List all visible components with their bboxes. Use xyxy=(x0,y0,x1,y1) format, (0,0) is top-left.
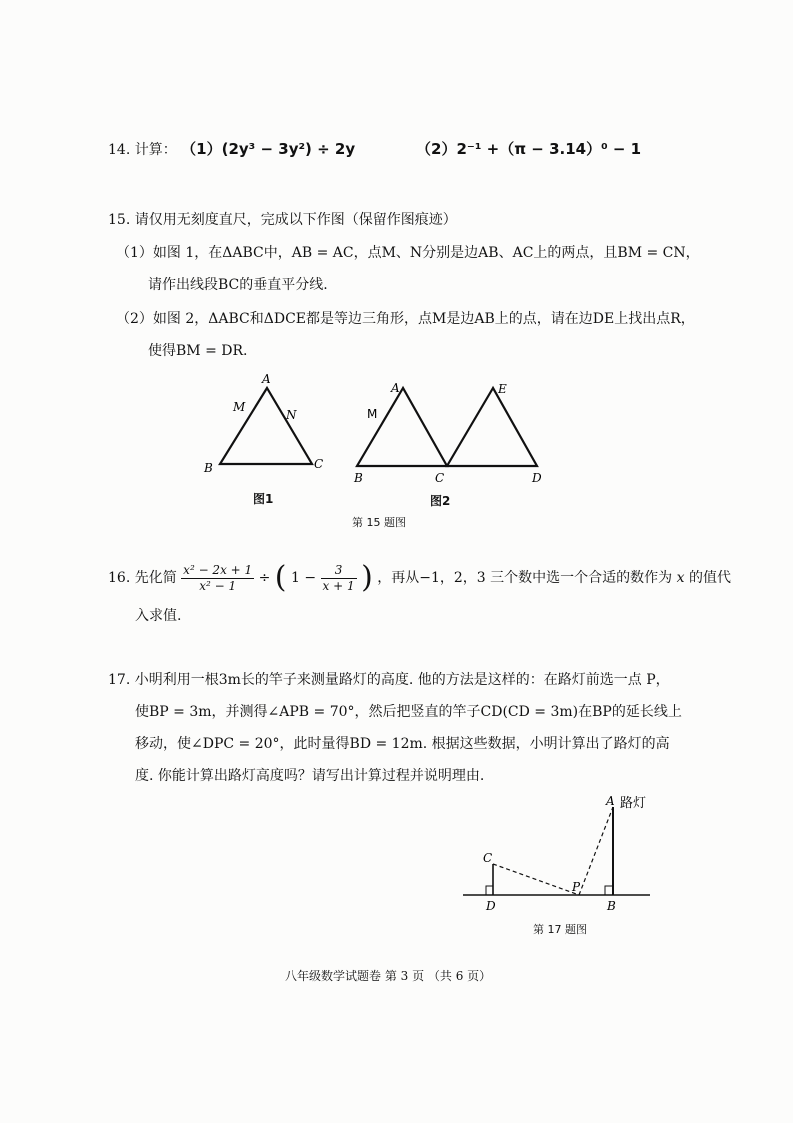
q14-lead: 14. 计算： xyxy=(108,142,177,158)
fig1-label-c: C xyxy=(314,457,324,471)
q17-label-d: D xyxy=(486,899,496,913)
right-angle-b xyxy=(605,886,613,895)
fig2-label-e: E xyxy=(498,382,507,396)
q16-tail: ，再从−1，2，3 三个数中选一个合适的数作为 xyxy=(377,570,673,586)
dashed-line-pa xyxy=(579,807,613,895)
q15-figure-caption: 第 15 题图 xyxy=(352,516,406,529)
q15-part2-line1: （2）如图 2，ΔABC和ΔDCE都是等边三角形，点M是边AB上的点，请在边DE上找出点R， xyxy=(116,311,695,327)
fig2-label-d: D xyxy=(532,471,542,485)
triangle-dce xyxy=(447,388,537,466)
q16-line2: 入求值. xyxy=(135,608,182,624)
q16-fraction-1-numerator: x² − 2x + 1 xyxy=(183,562,253,577)
page-footer: 八年级数学试题卷 第 3 页 （共 6 页） xyxy=(285,969,492,983)
q16-divide-sign: ÷ xyxy=(258,570,271,586)
q15-figure-1 xyxy=(195,368,335,483)
q14-part2: （2）2⁻¹ +（π − 3.14）⁰ − 1 xyxy=(416,140,642,158)
q17-label-lamp: 路灯 xyxy=(620,796,647,811)
q17-label-b: B xyxy=(607,899,616,913)
q16-fraction-2 xyxy=(321,563,357,594)
fig2-label-b: B xyxy=(354,471,363,485)
fig1-label-a: A xyxy=(262,372,271,386)
q17-line3: 移动，使∠DPC = 20°，此时量得BD = 12m. 根据这些数据，小明计算出了路灯的高 xyxy=(135,736,670,752)
q15-figure-2 xyxy=(345,372,555,487)
q16-lead: 16. 先化简 xyxy=(108,570,177,586)
q16-right-paren: ) xyxy=(361,560,373,595)
q14-line xyxy=(108,140,641,159)
q16-one-minus: 1 − xyxy=(290,570,317,586)
right-angle-d xyxy=(486,886,493,895)
q15-part2-line2: 使得BM = DR. xyxy=(148,343,248,359)
q17-label-p: P xyxy=(572,880,581,894)
q16-fraction-2-numerator: 3 xyxy=(321,563,357,579)
q17-line1: 17. 小明利用一根3m长的竿子来测量路灯的高度. 他的方法是这样的：在路灯前选一点 P， xyxy=(108,672,670,688)
q17-line2: 使BP = 3m，并测得∠APB = 70°，然后把竖直的竿子CD(CD = 3m)在BP的延长线上 xyxy=(135,704,682,720)
q16-fraction-1-denominator: x² − 1 xyxy=(199,578,237,593)
fig1-label-b: B xyxy=(204,461,213,475)
q16-fraction-2-denominator: x + 1 xyxy=(322,578,355,593)
q17-label-a: A xyxy=(606,794,615,808)
q15-part1-line2: 请作出线段BC的垂直平分线. xyxy=(148,277,328,293)
fig2-label-c: C xyxy=(435,471,445,485)
q16-left-paren: ( xyxy=(274,560,287,595)
q17-label-c: C xyxy=(483,851,493,865)
q15-figure-1-caption: 图1 xyxy=(253,492,274,506)
dashed-line-cp xyxy=(493,864,579,895)
fig2-label-m: M xyxy=(367,407,378,421)
q15-figure-2-caption: 图2 xyxy=(430,494,451,508)
q16-line1 xyxy=(108,561,731,595)
q16-tail-2: 的值代 xyxy=(688,570,731,586)
q16-variable: x xyxy=(676,570,685,586)
fig1-label-m: M xyxy=(233,400,246,414)
q14-part1: （1）(2y³ − 3y²) ÷ 2y xyxy=(181,140,356,158)
fig2-label-a: A xyxy=(391,381,400,395)
q17-figure xyxy=(455,790,665,915)
q15-part1-line1: （1）如图 1，在ΔABC中，AB = AC，点M、N分别是边AB、AC上的两点，且BM = CN， xyxy=(116,245,700,261)
q17-figure-caption: 第 17 题图 xyxy=(533,923,587,936)
q16-fraction-1 xyxy=(181,563,254,594)
q15-stem: 15. 请仅用无刻度直尺，完成以下作图（保留作图痕迹） xyxy=(108,212,457,228)
fig1-label-n: N xyxy=(286,408,297,422)
q17-line4: 度. 你能计算出路灯高度吗？请写出计算过程并说明理由. xyxy=(135,768,485,784)
triangle-abc xyxy=(357,388,447,466)
